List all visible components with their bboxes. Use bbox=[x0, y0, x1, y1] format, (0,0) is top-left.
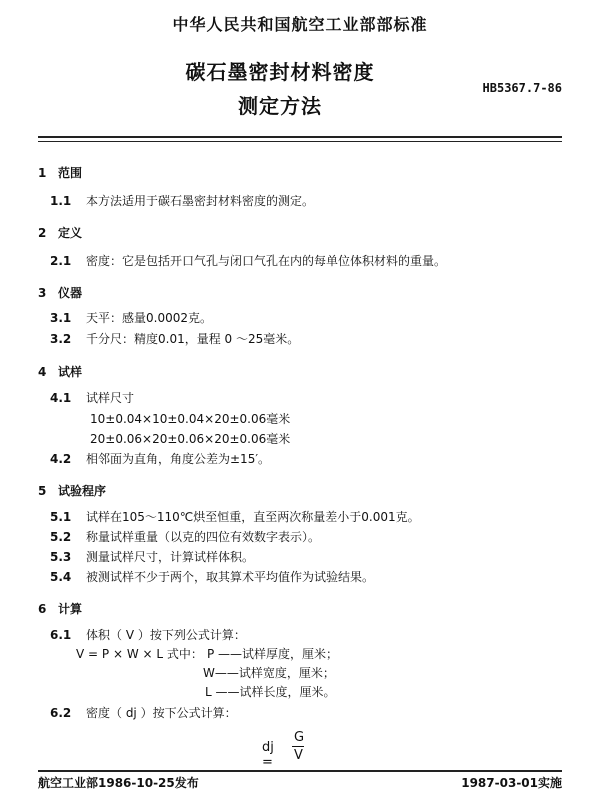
effective-date: 1987-03-01实施 bbox=[461, 776, 562, 790]
clause-text: 密度（ dj ）按下公式计算： bbox=[86, 706, 237, 720]
section-4-heading bbox=[38, 363, 82, 380]
density-formula-lhs: dj = bbox=[262, 740, 274, 770]
section-number: 5 bbox=[38, 484, 47, 498]
clause-5-1 bbox=[50, 508, 420, 525]
clause-number: 6.1 bbox=[50, 628, 72, 642]
section-title: 试样 bbox=[58, 365, 83, 379]
section-title: 仪器 bbox=[58, 286, 83, 300]
density-formula-denominator: V bbox=[294, 748, 303, 763]
section-title: 范围 bbox=[58, 166, 83, 180]
section-title: 试验程序 bbox=[58, 484, 107, 498]
clause-3-1 bbox=[50, 309, 212, 326]
section-2-heading bbox=[38, 224, 82, 241]
formula-variable-l: L ——试样长度，厘米。 bbox=[205, 685, 336, 699]
clause-number: 5.4 bbox=[50, 570, 72, 584]
section-title: 计算 bbox=[58, 602, 83, 616]
footer-rule bbox=[38, 770, 562, 772]
clause-text: 被测试样不少于两个，取其算术平均值作为试验结果。 bbox=[86, 570, 375, 584]
clause-5-2 bbox=[50, 528, 320, 545]
section-number: 2 bbox=[38, 226, 47, 240]
document-title-line2: 测定方法 bbox=[238, 94, 322, 118]
clause-4-1 bbox=[50, 389, 134, 406]
density-formula-numerator: G bbox=[294, 730, 305, 745]
clause-number: 5.3 bbox=[50, 550, 72, 564]
document-title-line1: 碳石墨密封材料密度 bbox=[185, 60, 375, 84]
clause-text: 天平：感量0.0002克。 bbox=[86, 311, 212, 325]
clause-number: 3.1 bbox=[50, 311, 72, 325]
specimen-dimension-2: 20±0.06×20±0.06×20±0.06毫米 bbox=[90, 432, 291, 446]
section-number: 3 bbox=[38, 286, 47, 300]
clause-text: 测量试样尺寸，计算试样体积。 bbox=[86, 550, 255, 564]
section-number: 4 bbox=[38, 365, 47, 379]
clause-2-1 bbox=[50, 252, 446, 269]
section-3-heading bbox=[38, 284, 82, 301]
issue-date: 航空工业部1986-10-25发布 bbox=[38, 776, 199, 790]
specimen-dimension-1: 10±0.04×10±0.04×20±0.06毫米 bbox=[90, 412, 291, 426]
header-rule-thick bbox=[38, 136, 562, 138]
clause-6-1 bbox=[50, 626, 246, 643]
clause-text: 密度：它是包括开口气孔与闭口气孔在内的每单位体积材料的重量。 bbox=[86, 254, 447, 268]
clause-number: 5.1 bbox=[50, 510, 72, 524]
section-number: 1 bbox=[38, 166, 47, 180]
clause-4-2 bbox=[50, 450, 270, 467]
standard-org-header: 中华人民共和国航空工业部部标准 bbox=[172, 15, 428, 34]
section-number: 6 bbox=[38, 602, 47, 616]
clause-5-4 bbox=[50, 568, 374, 585]
clause-number: 4.2 bbox=[50, 452, 72, 466]
clause-text: 体积（ V ）按下列公式计算： bbox=[86, 628, 246, 642]
volume-formula: V = P × W × L 式中： bbox=[76, 647, 203, 661]
clause-1-1 bbox=[50, 192, 314, 209]
clause-number: 4.1 bbox=[50, 391, 72, 405]
clause-text: 千分尺：精度0.01，量程 0 ～25毫米。 bbox=[86, 332, 300, 346]
clause-text: 本方法适用于碳石墨密封材料密度的测定。 bbox=[86, 194, 315, 208]
clause-3-2 bbox=[50, 330, 299, 347]
clause-number: 5.2 bbox=[50, 530, 72, 544]
header-rule-thin bbox=[38, 141, 562, 142]
clause-text: 试样尺寸 bbox=[86, 391, 135, 405]
section-title: 定义 bbox=[58, 226, 83, 240]
clause-number: 6.2 bbox=[50, 706, 72, 720]
formula-variable-p: P ——试样厚度，厘米； bbox=[207, 647, 339, 661]
clause-6-2 bbox=[50, 704, 237, 721]
clause-text: 试样在105～110℃烘至恒重，直至两次称量差小于0.001克。 bbox=[86, 510, 420, 524]
section-6-heading bbox=[38, 600, 82, 617]
clause-number: 2.1 bbox=[50, 254, 72, 268]
clause-5-3 bbox=[50, 548, 254, 565]
clause-number: 1.1 bbox=[50, 194, 72, 208]
clause-text: 称量试样重量（以克的四位有效数字表示）。 bbox=[86, 530, 321, 544]
section-1-heading bbox=[38, 164, 82, 181]
clause-text: 相邻面为直角，角度公差为±15′。 bbox=[86, 452, 271, 466]
section-5-heading bbox=[38, 482, 106, 499]
standard-code: HB5367.7-86 bbox=[482, 81, 562, 95]
formula-variable-w: W——试样宽度，厘米； bbox=[203, 666, 335, 680]
fraction-bar bbox=[292, 746, 304, 747]
clause-number: 3.2 bbox=[50, 332, 72, 346]
